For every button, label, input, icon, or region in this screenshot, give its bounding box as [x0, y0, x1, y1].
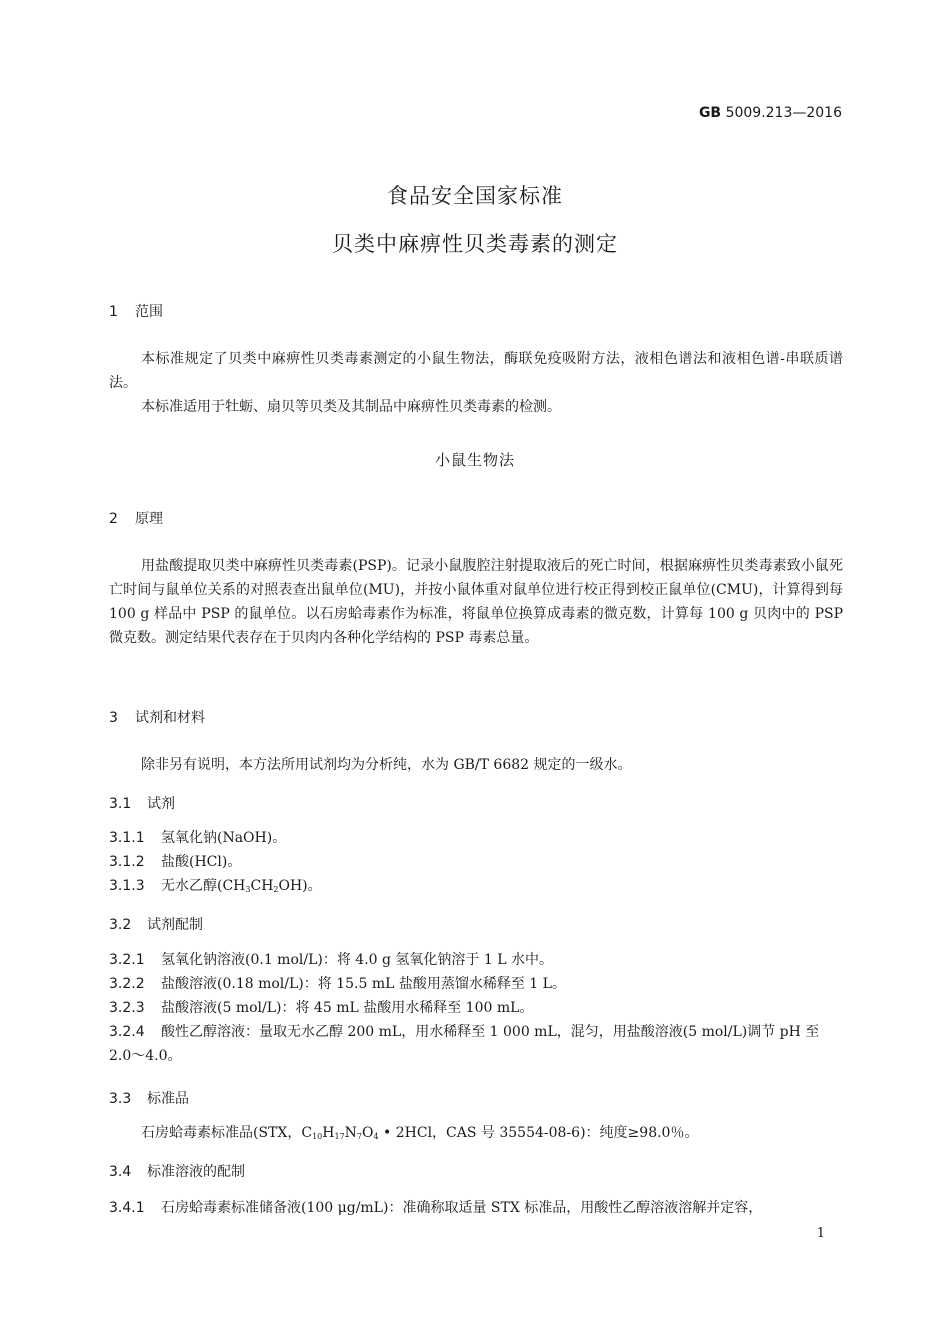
- clause-text: 氢氧化钠(NaOH)。: [161, 830, 287, 846]
- standard-reference: [109, 1121, 843, 1149]
- subsection-number: 3.4: [109, 1164, 132, 1180]
- clause: [109, 972, 843, 996]
- paragraph: 石房蛤毒素标准品(STX，$C_{10}H_{17}N_7O_4$ • 2HCl，CAS 号 35554-08-6)：纯度≥98.0％。: [141, 1125, 699, 1141]
- paragraph: 本标准适用于牡蛎、扇贝等贝类及其制品中麻痹性贝类毒素的检测。: [141, 399, 561, 415]
- clause-number: 3.2.3: [109, 1000, 145, 1016]
- standard-code: [699, 105, 842, 121]
- section-title: 原理: [135, 511, 163, 527]
- clause-number: 3.1.1: [109, 830, 145, 846]
- section-body: [109, 554, 843, 650]
- clause-text: 盐酸溶液(5 mol/L)：将 45 mL 盐酸用水稀释至 100 mL。: [161, 1000, 534, 1016]
- clause-text: 无水乙醇$(CH_3CH_2OH)$。: [161, 878, 322, 894]
- page-number: 1: [816, 1226, 825, 1241]
- clause: [109, 874, 843, 902]
- clause-text: 酸性乙醇溶液：量取无水乙醇 200 mL，用水稀释至 1 000 mL，混匀，用盐酸溶液(5 mol/L)调节 pH 至 2.0～4.0。: [109, 1024, 820, 1064]
- clause: [109, 850, 843, 874]
- clause-text: 盐酸(HCl)。: [161, 854, 242, 870]
- section-number: 2: [109, 511, 118, 527]
- subsection-title: 试剂: [147, 796, 175, 812]
- paragraph: 用盐酸提取贝类中麻痹性贝类毒素(PSP)。记录小鼠腹腔注射提取液后的死亡时间，根据麻痹性贝类毒素致小鼠死亡时间与鼠单位关系的对照表查出鼠单位(MU)，并按小鼠体重对鼠单位进行校正得到校正鼠单位(CMU)，计算得到每 100 g 样品中 PSP 的鼠单位。以石房蛤毒素作为标准，将鼠单位换算成毒素的微克数，计算每 100 g 贝肉中的 PSP 微克数。测定结果代表存在于贝肉内各种化学结构的 PSP 毒素总量。: [109, 558, 843, 646]
- section-number: 1: [109, 304, 118, 320]
- document-title-line1: 食品安全国家标准: [387, 184, 563, 208]
- section-body: [109, 753, 843, 777]
- section-number: 3: [109, 710, 118, 726]
- section-heading: [109, 301, 163, 321]
- clause: [109, 1020, 843, 1068]
- subsection-number: 3.3: [109, 1091, 132, 1107]
- subsection-number: 3.1: [109, 796, 132, 812]
- standard-code-prefix: GB: [698, 105, 722, 121]
- section-heading: [109, 508, 163, 528]
- clause-number: 3.2.2: [109, 976, 145, 992]
- subsection-heading: [109, 1161, 245, 1181]
- paragraph: 本标准规定了贝类中麻痹性贝类毒素测定的小鼠生物法，酶联免疫吸附方法，液相色谱法和液相色谱-串联质谱法。: [109, 351, 843, 391]
- section-body: [109, 347, 843, 419]
- clause-number: 3.1.3: [109, 878, 145, 894]
- subsection-title: 标准品: [147, 1091, 189, 1107]
- clause: [109, 1196, 843, 1220]
- clause: [109, 826, 843, 850]
- method-title: 小鼠生物法: [434, 451, 515, 469]
- clause: [109, 948, 843, 972]
- subsection-heading: [109, 793, 175, 813]
- section-title: 范围: [135, 304, 163, 320]
- subsection-number: 3.2: [109, 917, 132, 933]
- clause: [109, 996, 843, 1020]
- subsection-title: 试剂配制: [147, 917, 203, 933]
- subsection-heading: [109, 1088, 189, 1108]
- section-title: 试剂和材料: [135, 710, 205, 726]
- clause-number: 3.2.4: [109, 1024, 145, 1040]
- subsection-title: 标准溶液的配制: [147, 1164, 245, 1180]
- clause-number: 3.4.1: [109, 1200, 145, 1216]
- section-heading: [109, 707, 205, 727]
- document-title-line2: 贝类中麻痹性贝类毒素的测定: [332, 232, 618, 256]
- clause-text: 盐酸溶液(0.18 mol/L)：将 15.5 mL 盐酸用蒸馏水稀释至 1 L。: [161, 976, 566, 992]
- subsection-heading: [109, 914, 203, 934]
- clause-number: 3.1.2: [109, 854, 145, 870]
- paragraph: 除非另有说明，本方法所用试剂均为分析纯，水为 GB/T 6682 规定的一级水。: [141, 757, 632, 773]
- clause-number: 3.2.1: [109, 952, 145, 968]
- standard-code-number: 5009.213—2016: [725, 105, 842, 121]
- clause-text: 石房蛤毒素标准储备液(100 μg/mL)：准确称取适量 STX 标准品，用酸性乙醇溶液溶解并定容，: [161, 1200, 763, 1216]
- clause-text: 氢氧化钠溶液(0.1 mol/L)：将 4.0 g 氢氧化钠溶于 1 L 水中。: [161, 952, 553, 968]
